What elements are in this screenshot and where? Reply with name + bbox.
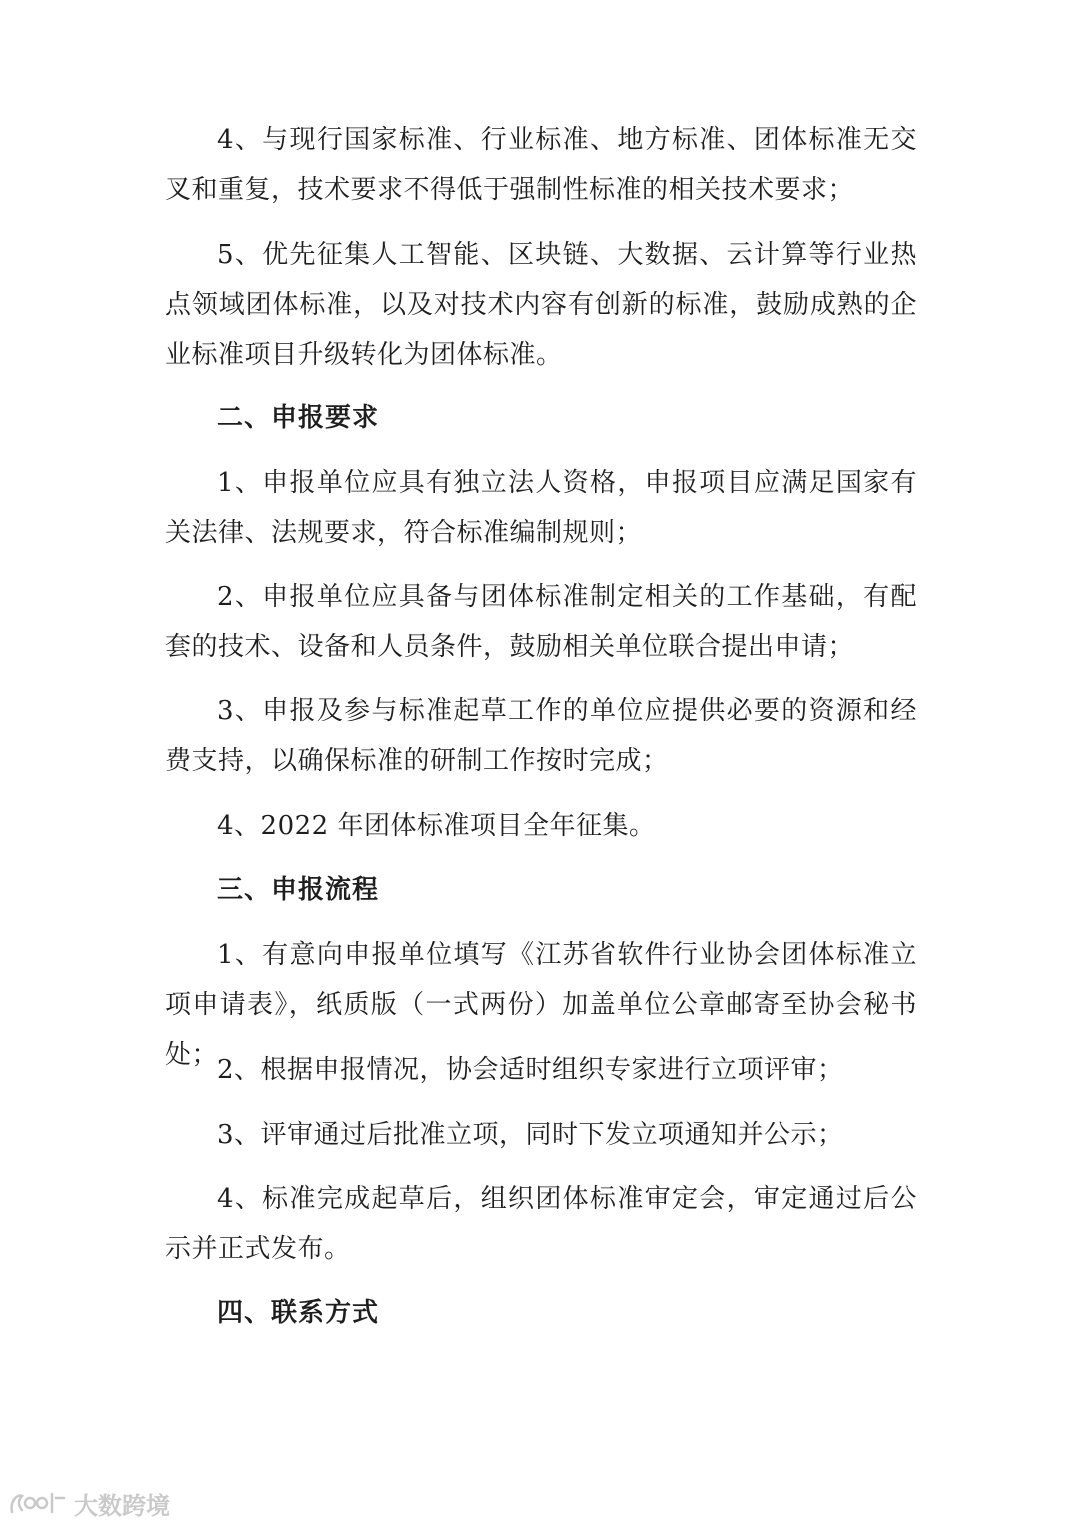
paragraph-process-2: 2、根据申报情况，协会适时组织专家进行立项评审； (217, 1055, 844, 1085)
paragraph-application-3: 3、申报及参与标准起草工作的单位应提供必要的资源和经费支持，以确保标准的研制工作按时完成； (165, 696, 917, 776)
section-heading-application-requirements: 二、申报要求 (217, 403, 380, 433)
paragraph-application-2: 2、申报单位应具备与团体标准制定相关的工作基础，有配套的技术、设备和人员条件，鼓励相关单位联合提出申请； (165, 582, 917, 662)
paragraph-process-1: 1、有意向申报单位填写《江苏省软件行业协会团体标准立项申请表》，纸质版（一式两份）加盖单位公章邮寄至协会秘书处； (165, 940, 917, 1070)
watermark (8, 1488, 170, 1518)
paragraph-application-1: 1、申报单位应具有独立法人资格，申报项目应满足国家有关法律、法规要求，符合标准编制规则； (165, 468, 917, 548)
section-heading-contact: 四、联系方式 (217, 1298, 380, 1328)
watermark-text: 大数跨境 (74, 1491, 170, 1520)
paragraph-application-4: 4、2022 年团体标准项目全年征集。 (217, 811, 656, 841)
watermark-logo-icon (8, 1488, 68, 1518)
paragraph-process-4: 4、标准完成起草后，组织团体标准审定会，审定通过后公示并正式发布。 (165, 1184, 917, 1264)
paragraph-requirement-5: 5、优先征集人工智能、区块链、大数据、云计算等行业热点领域团体标准，以及对技术内容有创新的标准，鼓励成熟的企业标准项目升级转化为团体标准。 (165, 240, 917, 370)
paragraph-requirement-4: 4、与现行国家标准、行业标准、地方标准、团体标准无交叉和重复，技术要求不得低于强制性标准的相关技术要求； (165, 125, 917, 205)
section-heading-application-process: 三、申报流程 (217, 875, 380, 905)
paragraph-process-3: 3、评审通过后批准立项，同时下发立项通知并公示； (217, 1120, 844, 1150)
